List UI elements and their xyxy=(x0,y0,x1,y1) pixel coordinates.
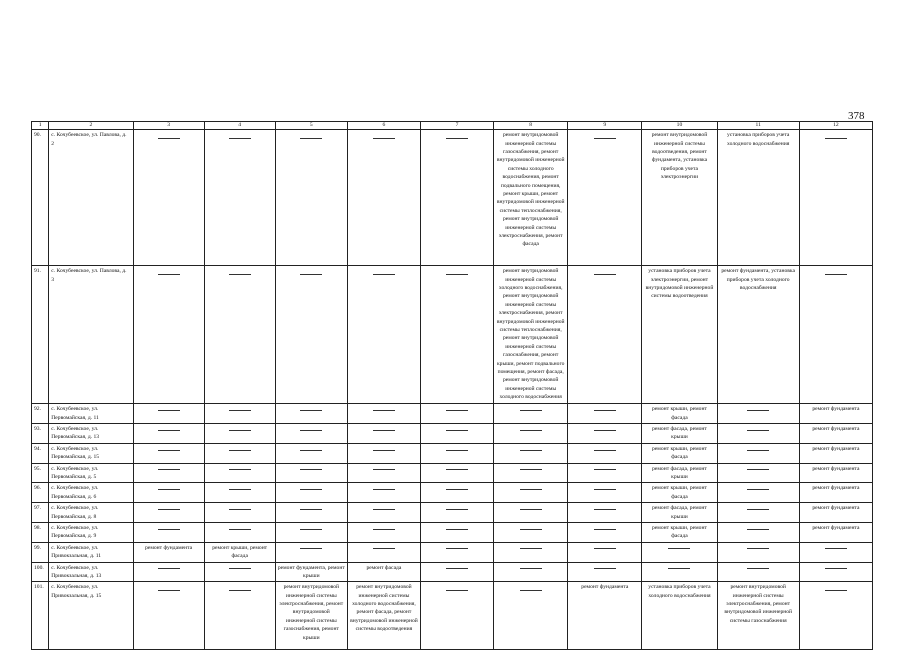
dash-mark xyxy=(229,568,251,569)
dash-mark xyxy=(747,469,769,470)
dash-mark xyxy=(446,590,468,591)
empty-cell-c8 xyxy=(494,503,568,523)
dash-mark xyxy=(158,138,180,139)
empty-cell-c7 xyxy=(420,130,493,266)
table-row xyxy=(32,542,873,562)
empty-cell-c9 xyxy=(568,483,642,503)
row-number: 96. xyxy=(32,483,49,503)
empty-cell-c10 xyxy=(642,562,717,582)
dash-mark xyxy=(300,489,322,490)
address-cell: с. Кочубеевское, ул. Первомайская, д. 13 xyxy=(49,424,133,444)
dash-mark xyxy=(520,568,542,569)
empty-cell-c9 xyxy=(568,562,642,582)
empty-cell-c8 xyxy=(494,562,568,582)
dash-mark xyxy=(300,529,322,530)
empty-cell-c9 xyxy=(568,443,642,463)
dash-mark xyxy=(373,450,395,451)
dash-mark xyxy=(594,509,616,510)
address-cell: с. Кочубеевское, ул. Павлова, д. 2 xyxy=(49,130,133,266)
work-cell-c8: ремонт внутридомовой инженерной системы холодного водоснабжения, ремонт внутридомовой инженерной системы электроснабжения, ремонт внутридомовой инженерной системы теплоснабжения, ремонт внутридомовой инженерной системы газоснабжения, ремонт крыши, ремонт подвального помещения, ремонт фасада, ремонт внутридомовой инженерной системы холодного водоснабжения xyxy=(494,266,568,404)
dash-mark xyxy=(229,138,251,139)
table-row xyxy=(32,503,873,523)
dash-mark xyxy=(747,410,769,411)
dash-mark xyxy=(520,548,542,549)
dash-mark xyxy=(747,509,769,510)
dash-mark xyxy=(158,410,180,411)
empty-cell-c6 xyxy=(347,424,420,444)
dash-mark xyxy=(520,450,542,451)
work-cell-c10: установка приборов учета холодного водоснабжения xyxy=(642,582,717,650)
empty-cell-c5 xyxy=(275,522,347,542)
empty-cell-c3 xyxy=(133,503,204,523)
table-body xyxy=(32,130,873,650)
dash-mark xyxy=(520,430,542,431)
work-cell-c11: ремонт фундамента, установка приборов учета холодного водоснабжения xyxy=(717,266,799,404)
column-header-5: 5 xyxy=(275,122,347,130)
table-row xyxy=(32,443,873,463)
header-row xyxy=(32,122,873,130)
empty-cell-c12 xyxy=(799,266,872,404)
empty-cell-c4 xyxy=(204,404,275,424)
work-cell-c10: установка приборов учета электроэнергии, ремонт внутридомовой инженерной системы водоотведения xyxy=(642,266,717,404)
empty-cell-c6 xyxy=(347,542,420,562)
dash-mark xyxy=(446,489,468,490)
work-cell-c12: ремонт фундамента xyxy=(799,463,872,483)
address-cell: с. Кочубеевское, ул. Первомайская, д. 6 xyxy=(49,483,133,503)
row-number: 94. xyxy=(32,443,49,463)
dash-mark xyxy=(300,410,322,411)
dash-mark xyxy=(747,529,769,530)
empty-cell-c9 xyxy=(568,463,642,483)
work-cell-c10: ремонт фасада, ремонт крыши xyxy=(642,503,717,523)
dash-mark xyxy=(825,548,847,549)
dash-mark xyxy=(373,138,395,139)
empty-cell-c3 xyxy=(133,443,204,463)
empty-cell-c6 xyxy=(347,522,420,542)
dash-mark xyxy=(446,529,468,530)
empty-cell-c4 xyxy=(204,503,275,523)
work-cell-c10: ремонт внутридомовой инженерной системы водоотведения, ремонт фундамента, установка приборов учета электроэнергии xyxy=(642,130,717,266)
row-number: 95. xyxy=(32,463,49,483)
dash-mark xyxy=(747,489,769,490)
dash-mark xyxy=(594,529,616,530)
empty-cell-c5 xyxy=(275,503,347,523)
empty-cell-c3 xyxy=(133,483,204,503)
dash-mark xyxy=(300,450,322,451)
empty-cell-c8 xyxy=(494,483,568,503)
empty-cell-c7 xyxy=(420,463,493,483)
work-cell-c12: ремонт фундамента xyxy=(799,503,872,523)
empty-cell-c6 xyxy=(347,130,420,266)
empty-cell-c5 xyxy=(275,130,347,266)
empty-cell-c3 xyxy=(133,522,204,542)
empty-cell-c6 xyxy=(347,463,420,483)
table-row xyxy=(32,404,873,424)
row-number: 91. xyxy=(32,266,49,404)
table-row xyxy=(32,562,873,582)
work-cell-c10: ремонт крыши, ремонт фасада xyxy=(642,404,717,424)
empty-cell-c3 xyxy=(133,424,204,444)
empty-cell-c9 xyxy=(568,424,642,444)
empty-cell-c11 xyxy=(717,404,799,424)
empty-cell-c9 xyxy=(568,542,642,562)
table-row xyxy=(32,483,873,503)
empty-cell-c5 xyxy=(275,424,347,444)
row-number: 92. xyxy=(32,404,49,424)
empty-cell-c5 xyxy=(275,404,347,424)
dash-mark xyxy=(229,509,251,510)
dash-mark xyxy=(594,489,616,490)
dash-mark xyxy=(446,430,468,431)
work-cell-c6: ремонт внутридомовой инженерной системы холодного водоснабжения, ремонт фасада, ремонт внутридомовой инженерной системы водоотведения xyxy=(347,582,420,650)
dash-mark xyxy=(229,430,251,431)
dash-mark xyxy=(520,509,542,510)
dash-mark xyxy=(446,568,468,569)
work-cell-c10: ремонт крыши, ремонт фасада xyxy=(642,522,717,542)
dash-mark xyxy=(300,138,322,139)
table-row xyxy=(32,130,873,266)
dash-mark xyxy=(373,509,395,510)
dash-mark xyxy=(520,469,542,470)
empty-cell-c6 xyxy=(347,266,420,404)
empty-cell-c4 xyxy=(204,483,275,503)
column-header-7: 7 xyxy=(420,122,493,130)
dash-mark xyxy=(825,590,847,591)
dash-mark xyxy=(158,430,180,431)
column-header-9: 9 xyxy=(568,122,642,130)
column-header-2: 2 xyxy=(49,122,133,130)
empty-cell-c9 xyxy=(568,404,642,424)
dash-mark xyxy=(300,469,322,470)
dash-mark xyxy=(594,138,616,139)
work-cell-c12: ремонт фундамента xyxy=(799,404,872,424)
row-number: 99. xyxy=(32,542,49,562)
empty-cell-c11 xyxy=(717,522,799,542)
row-number: 90. xyxy=(32,130,49,266)
dash-mark xyxy=(229,469,251,470)
dash-mark xyxy=(825,568,847,569)
address-cell: с. Кочубеевское, ул. Привокзальная, д. 15 xyxy=(49,582,133,650)
dash-mark xyxy=(373,430,395,431)
address-cell: с. Кочубеевское, ул. Первомайская, д. 11 xyxy=(49,404,133,424)
work-cell-c12: ремонт фундамента xyxy=(799,483,872,503)
empty-cell-c6 xyxy=(347,503,420,523)
empty-cell-c3 xyxy=(133,463,204,483)
empty-cell-c4 xyxy=(204,424,275,444)
address-cell: с. Кочубеевское, ул. Первомайская, д. 15 xyxy=(49,443,133,463)
dash-mark xyxy=(373,410,395,411)
column-header-11: 11 xyxy=(717,122,799,130)
dash-mark xyxy=(158,450,180,451)
empty-cell-c11 xyxy=(717,503,799,523)
empty-cell-c4 xyxy=(204,130,275,266)
dash-mark xyxy=(446,274,468,275)
dash-mark xyxy=(229,529,251,530)
empty-cell-c6 xyxy=(347,443,420,463)
address-cell: с. Кочубеевское, ул. Привокзальная, д. 11 xyxy=(49,542,133,562)
empty-cell-c12 xyxy=(799,130,872,266)
column-header-4: 4 xyxy=(204,122,275,130)
dash-mark xyxy=(520,410,542,411)
empty-cell-c5 xyxy=(275,542,347,562)
dash-mark xyxy=(158,469,180,470)
empty-cell-c11 xyxy=(717,483,799,503)
work-cell-c12: ремонт фундамента xyxy=(799,443,872,463)
work-cell-c10: ремонт крыши, ремонт фасада xyxy=(642,443,717,463)
empty-cell-c10 xyxy=(642,542,717,562)
dash-mark xyxy=(229,590,251,591)
dash-mark xyxy=(300,430,322,431)
dash-mark xyxy=(825,274,847,275)
table-row xyxy=(32,266,873,404)
empty-cell-c5 xyxy=(275,483,347,503)
column-header-10: 10 xyxy=(642,122,717,130)
empty-cell-c8 xyxy=(494,522,568,542)
empty-cell-c7 xyxy=(420,542,493,562)
row-number: 97. xyxy=(32,503,49,523)
dash-mark xyxy=(747,450,769,451)
row-number: 93. xyxy=(32,424,49,444)
row-number: 98. xyxy=(32,522,49,542)
dash-mark xyxy=(520,489,542,490)
empty-cell-c9 xyxy=(568,503,642,523)
column-header-8: 8 xyxy=(494,122,568,130)
empty-cell-c3 xyxy=(133,562,204,582)
empty-cell-c4 xyxy=(204,522,275,542)
empty-cell-c11 xyxy=(717,542,799,562)
work-cell-c11: ремонт внутридомовой инженерной системы электроснабжения, ремонт внутридомовой инженерной системы газоснабжения xyxy=(717,582,799,650)
dash-mark xyxy=(158,529,180,530)
dash-mark xyxy=(229,410,251,411)
empty-cell-c4 xyxy=(204,463,275,483)
dash-mark xyxy=(520,590,542,591)
dash-mark xyxy=(594,430,616,431)
empty-cell-c4 xyxy=(204,443,275,463)
address-cell: с. Кочубеевское, ул. Первомайская, д. 8 xyxy=(49,503,133,523)
dash-mark xyxy=(158,509,180,510)
empty-cell-c8 xyxy=(494,424,568,444)
empty-cell-c9 xyxy=(568,130,642,266)
empty-cell-c8 xyxy=(494,542,568,562)
empty-cell-c11 xyxy=(717,463,799,483)
empty-cell-c3 xyxy=(133,266,204,404)
dash-mark xyxy=(300,274,322,275)
empty-cell-c8 xyxy=(494,443,568,463)
work-cell-c12: ремонт фундамента xyxy=(799,522,872,542)
table-row xyxy=(32,424,873,444)
dash-mark xyxy=(594,469,616,470)
address-cell: с. Кочубеевское, ул. Первомайская, д. 9 xyxy=(49,522,133,542)
work-cell-c4: ремонт крыши, ремонт фасада xyxy=(204,542,275,562)
empty-cell-c5 xyxy=(275,463,347,483)
empty-cell-c5 xyxy=(275,443,347,463)
work-cell-c12: ремонт фундамента xyxy=(799,424,872,444)
work-cell-c6: ремонт фасада xyxy=(347,562,420,582)
empty-cell-c6 xyxy=(347,483,420,503)
dash-mark xyxy=(300,509,322,510)
empty-cell-c11 xyxy=(717,443,799,463)
dash-mark xyxy=(158,489,180,490)
empty-cell-c6 xyxy=(347,404,420,424)
empty-cell-c7 xyxy=(420,404,493,424)
table-row xyxy=(32,463,873,483)
dash-mark xyxy=(594,568,616,569)
work-cell-c11: установка приборов учета холодного водоснабжения xyxy=(717,130,799,266)
dash-mark xyxy=(373,529,395,530)
repair-schedule-table xyxy=(31,121,873,650)
column-header-3: 3 xyxy=(133,122,204,130)
dash-mark xyxy=(594,450,616,451)
empty-cell-c4 xyxy=(204,266,275,404)
row-number: 100. xyxy=(32,562,49,582)
page-number: 378 xyxy=(848,110,865,122)
dash-mark xyxy=(229,489,251,490)
address-cell: с. Кочубеевское, ул. Первомайская, д. 5 xyxy=(49,463,133,483)
empty-cell-c7 xyxy=(420,562,493,582)
dash-mark xyxy=(446,548,468,549)
row-number: 101. xyxy=(32,582,49,650)
empty-cell-c7 xyxy=(420,424,493,444)
dash-mark xyxy=(446,469,468,470)
dash-mark xyxy=(446,138,468,139)
empty-cell-c7 xyxy=(420,483,493,503)
dash-mark xyxy=(594,274,616,275)
empty-cell-c12 xyxy=(799,542,872,562)
work-cell-c10: ремонт фасада, ремонт крыши xyxy=(642,424,717,444)
dash-mark xyxy=(668,568,690,569)
empty-cell-c9 xyxy=(568,266,642,404)
dash-mark xyxy=(594,548,616,549)
empty-cell-c8 xyxy=(494,404,568,424)
work-cell-c10: ремонт фасада, ремонт крыши xyxy=(642,463,717,483)
work-cell-c9: ремонт фундамента xyxy=(568,582,642,650)
dash-mark xyxy=(668,548,690,549)
address-cell: с. Кочубеевское, ул. Привокзальная, д. 13 xyxy=(49,562,133,582)
empty-cell-c7 xyxy=(420,443,493,463)
work-cell-c3: ремонт фундамента xyxy=(133,542,204,562)
dash-mark xyxy=(446,410,468,411)
dash-mark xyxy=(373,489,395,490)
column-header-12: 12 xyxy=(799,122,872,130)
dash-mark xyxy=(446,509,468,510)
dash-mark xyxy=(373,274,395,275)
work-cell-c10: ремонт крыши, ремонт фасада xyxy=(642,483,717,503)
dash-mark xyxy=(300,548,322,549)
dash-mark xyxy=(229,274,251,275)
empty-cell-c9 xyxy=(568,522,642,542)
empty-cell-c5 xyxy=(275,266,347,404)
dash-mark xyxy=(373,469,395,470)
column-header-6: 6 xyxy=(347,122,420,130)
dash-mark xyxy=(747,548,769,549)
dash-mark xyxy=(747,568,769,569)
work-cell-c8: ремонт внутридомовой инженерной системы газоснабжения, ремонт внутридомовой инженерной системы холодного водоснабжения, ремонт подвального помещения, ремонт крыши, ремонт внутридомовой инженерной системы теплоснабжения, ремонт внутридомовой инженерной системы электроснабжения, ремонт фасада xyxy=(494,130,568,266)
dash-mark xyxy=(594,410,616,411)
dash-mark xyxy=(747,430,769,431)
dash-mark xyxy=(446,450,468,451)
work-cell-c5: ремонт фундамента, ремонт крыши xyxy=(275,562,347,582)
empty-cell-c11 xyxy=(717,562,799,582)
table-row xyxy=(32,522,873,542)
dash-mark xyxy=(520,529,542,530)
empty-cell-c11 xyxy=(717,424,799,444)
dash-mark xyxy=(158,274,180,275)
address-cell: с. Кочубеевское, ул. Павлова, д. 3 xyxy=(49,266,133,404)
work-cell-c5: ремонт внутридомовой инженерной системы электроснабжения, ремонт внутридомовой инженерной системы газоснабжения, ремонт крыши xyxy=(275,582,347,650)
empty-cell-c3 xyxy=(133,130,204,266)
dash-mark xyxy=(825,138,847,139)
dash-mark xyxy=(158,568,180,569)
dash-mark xyxy=(373,548,395,549)
empty-cell-c3 xyxy=(133,404,204,424)
empty-cell-c8 xyxy=(494,463,568,483)
empty-cell-c7 xyxy=(420,522,493,542)
empty-cell-c7 xyxy=(420,266,493,404)
dash-mark xyxy=(229,450,251,451)
empty-cell-c12 xyxy=(799,562,872,582)
column-header-1: 1 xyxy=(32,122,49,130)
dash-mark xyxy=(158,590,180,591)
empty-cell-c4 xyxy=(204,562,275,582)
empty-cell-c7 xyxy=(420,503,493,523)
